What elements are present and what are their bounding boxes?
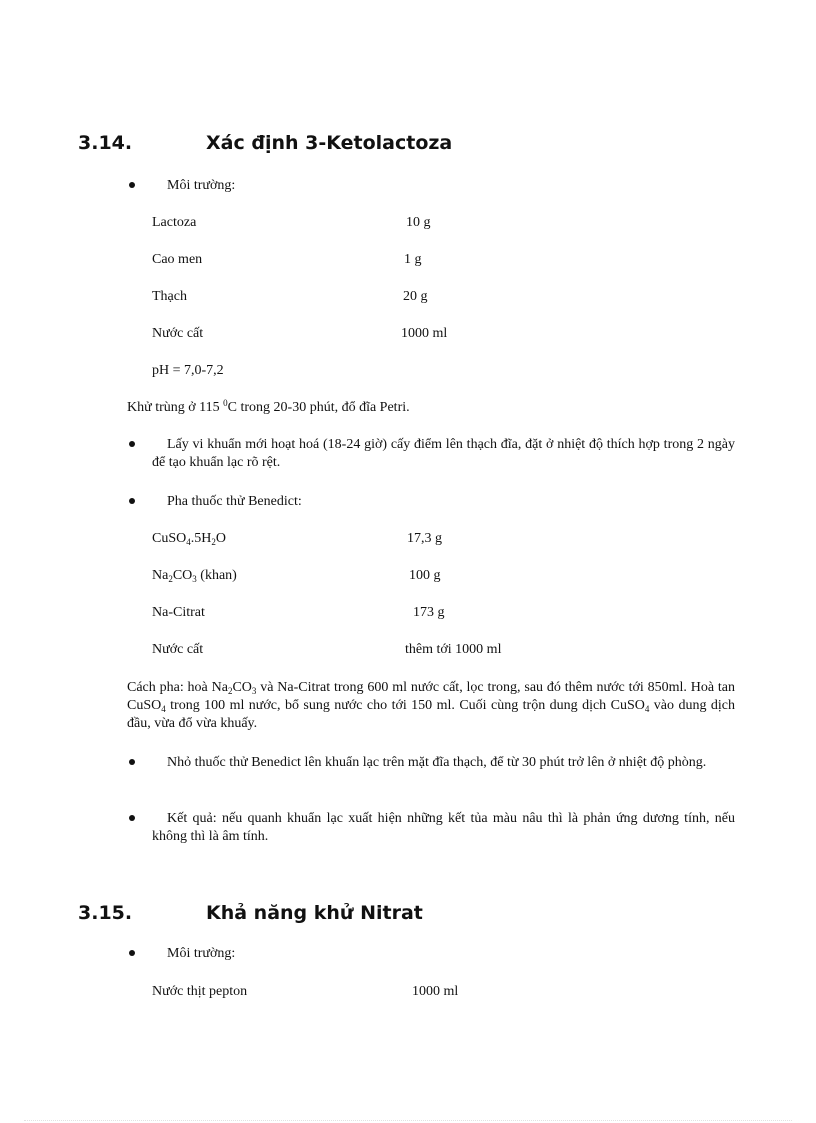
bullet-icon — [129, 441, 135, 447]
reagent-amount: 100 g — [409, 568, 441, 583]
page-bottom-rule — [24, 1120, 792, 1121]
sterilize-before: Khử trùng ở 115 — [127, 400, 224, 415]
bullet-icon — [129, 759, 135, 765]
bullet-icon — [129, 950, 135, 956]
medium-label: Môi trường: — [167, 946, 236, 961]
medium-label: Môi trường: — [167, 178, 236, 193]
reagent-name: $Na_2CO_3$ (khan) — [152, 568, 237, 584]
degree-sup: 0 — [223, 398, 228, 408]
bullet-icon — [129, 182, 135, 188]
reagent-name: Na-Citrat — [152, 605, 205, 620]
section-number: 3.15. — [78, 902, 133, 924]
prep-paragraph: Cách pha: hoà $Na_2CO_3$ và Na-Citrat trong 600 ml nước cất, lọc trong, sau đó thêm nước tới 850ml. Hoà tan CuSO$_4$ trong 100 ml nước, bổ sung nước cho tới 150 ml. Cuối cùng trộn dung dịch CuSO$_4$ vào dung dịch đầu, vừa đổ vừa khuấy. — [127, 680, 735, 731]
reagent-label: Pha thuốc thử Benedict: — [167, 494, 302, 509]
medium-amount: 10 g — [406, 215, 431, 230]
sterilize-after: C trong 20-30 phút, đổ đĩa Petri. — [227, 400, 410, 415]
medium-amount: 1000 ml — [412, 984, 459, 999]
step-drop: Nhỏ thuốc thử Benedict lên khuẩn lạc trên mặt đĩa thạch, để từ 30 phút trở lên ở nhiệt độ phòng. — [167, 755, 707, 770]
step-culture: Lấy vi khuẩn mới hoạt hoá (18-24 giờ) cấy điểm lên thạch đĩa, đặt ở nhiệt độ thích hợp trong 2 ngày để tạo khuẩn lạc rõ rệt. — [152, 437, 735, 470]
bullet-icon — [129, 498, 135, 504]
medium-name: Lactoza — [152, 215, 197, 230]
medium-name: Cao men — [152, 252, 203, 267]
reagent-name: $CuSO_4.5H_2O$ — [152, 531, 226, 547]
medium-amount: 1 g — [404, 252, 422, 267]
reagent-amount: thêm tới 1000 ml — [405, 642, 502, 657]
section-title: Khả năng khử Nitrat — [206, 902, 423, 924]
medium-name: Nước thịt pepton — [152, 984, 248, 999]
section-title: Xác định 3-Ketolactoza — [206, 132, 453, 154]
ph-value: pH = 7,0-7,2 — [152, 363, 224, 378]
medium-name: Thạch — [152, 289, 187, 304]
reagent-amount: 17,3 g — [407, 531, 442, 546]
medium-name: Nước cất — [152, 326, 204, 341]
reagent-name: Nước cất — [152, 642, 204, 657]
medium-amount: 1000 ml — [401, 326, 448, 341]
sterilize-text — [127, 399, 410, 417]
reagent-amount: 173 g — [413, 605, 445, 620]
step-result: Kết quả: nếu quanh khuẩn lạc xuất hiện những kết tủa màu nâu thì là phản ứng dương tính, nếu không thì là âm tính. — [152, 811, 735, 844]
section-number: 3.14. — [78, 132, 133, 154]
bullet-icon — [129, 815, 135, 821]
medium-amount: 20 g — [403, 289, 428, 304]
